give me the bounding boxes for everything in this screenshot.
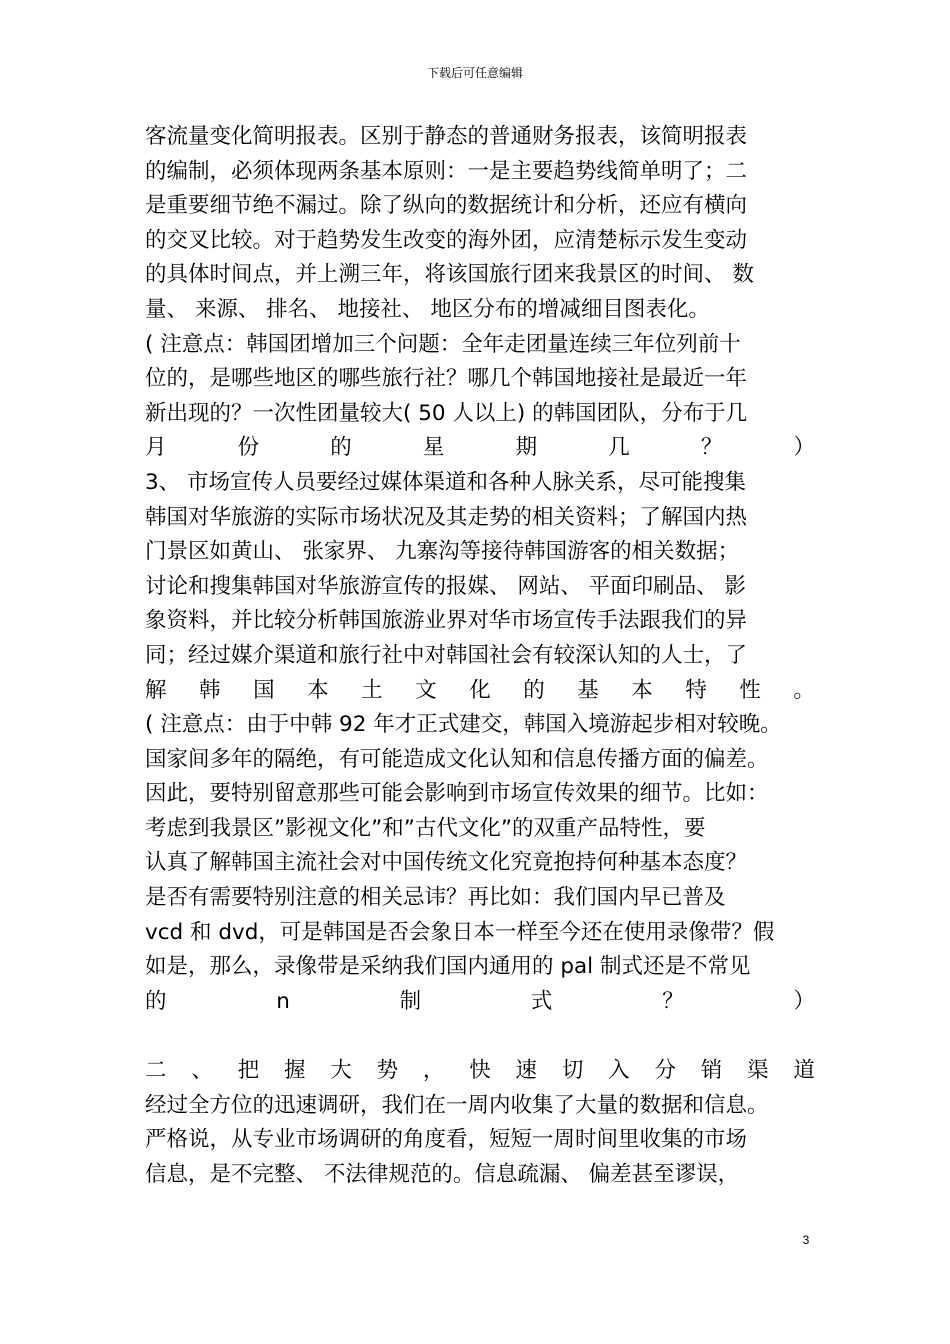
- text-line: 象资料，并比较分析韩国旅游业界对华市场宣传手法跟我们的异: [145, 608, 748, 634]
- text-line: 是重要细节绝不漏过。除了纵向的数据统计和分析，还应有横向: [145, 193, 748, 219]
- text-token: 韩: [199, 677, 221, 703]
- text-line: ( 注意点：由于中韩 92 年才正式建交，韩国入境游起步相对较晚。: [145, 712, 782, 738]
- text-token: 文: [415, 677, 437, 703]
- text-token: 式: [530, 988, 553, 1014]
- text-token: 本: [307, 677, 329, 703]
- text-token: 、: [191, 1058, 213, 1084]
- text-token: 本: [631, 677, 653, 703]
- text-token: 势: [376, 1058, 399, 1084]
- text-line: 如是，那么，录像带是采纳我们国内通用的 pal 制式还是不常见: [145, 954, 751, 980]
- text-token: 入: [608, 1058, 630, 1084]
- text-token: 速: [515, 1058, 538, 1084]
- text-line: 新出现的？一次性团量较大( 50 人以上) 的韩国团队，分布于几: [145, 400, 748, 426]
- text-token: ？: [700, 435, 723, 461]
- text-line: 门景区如黄山、 张家界、 九寨沟等接待韩国游客的相关数据；: [145, 539, 740, 565]
- text-token: 几: [608, 435, 630, 461]
- text-token: ）: [793, 988, 815, 1014]
- text-line: 量、 来源、 排名、 地接社、 地区分布的增减细目图表化。: [145, 296, 710, 322]
- text-line: vcd 和 dvd，可是韩国是否会象日本一样至今还在使用录像带？假: [145, 919, 775, 945]
- text-line: 因此，要特别留意那些可能会影响到市场宣传效果的细节。比如：: [145, 781, 769, 807]
- text-token: 星: [422, 435, 445, 461]
- page-header: 下载后可任意编辑: [426, 66, 523, 80]
- text-token: 基: [577, 677, 599, 703]
- text-token: ？: [662, 988, 684, 1014]
- text-line: 位的，是哪些地区的哪些旅行社？哪几个韩国地接社是最近一年: [145, 366, 748, 392]
- text-token: 解: [145, 677, 167, 703]
- text-line: 考虑到我景区”影视文化”和”古代文化”的双重产品特性，要: [145, 815, 706, 841]
- text-token: 土: [361, 677, 383, 703]
- text-line: 的交叉比较。对于趋势发生改变的海外团，应清楚标示发生变动: [145, 227, 748, 253]
- text-line: 同；经过媒介渠道和旅行社中对韩国社会有较深认知的人士，了: [145, 642, 748, 668]
- text-token: 二: [145, 1058, 167, 1084]
- text-token: ，: [422, 1058, 445, 1084]
- text-token: 的: [330, 435, 352, 461]
- text-line: ( 注意点：韩国团增加三个问题：全年走团量连续三年位列前十: [145, 331, 741, 357]
- text-token: n: [276, 988, 290, 1014]
- text-line: 讨论和搜集韩国对华旅游宣传的报媒、 网站、 平面印刷品、 影: [145, 573, 747, 599]
- page-number: 3: [802, 1233, 810, 1247]
- text-line: 经过全方位的迅速调研，我们在一周内收集了大量的数据和信息。: [145, 1092, 769, 1118]
- text-token: 切: [561, 1058, 584, 1084]
- text-line: 的具体时间点，并上溯三年，将该国旅行团来我景区的时间、 数: [145, 262, 754, 288]
- text-line: 严格说，从专业市场调研的角度看，短短一周时间里收集的市场: [145, 1127, 748, 1153]
- text-line: 信息，是不完整、 不法律规范的。信息疏漏、 偏差甚至谬误，: [145, 1161, 740, 1187]
- text-line: 韩国对华旅游的实际市场状况及其走势的相关资料；了解国内热: [145, 504, 748, 530]
- text-line-justified: [145, 1054, 815, 1089]
- text-token: 销: [700, 1058, 723, 1084]
- text-line: 3、 市场宣传人员要经过媒体渠道和各种人脉关系，尽可能搜集: [145, 469, 747, 495]
- text-token: 分: [654, 1058, 676, 1084]
- text-token: 份: [237, 435, 260, 461]
- text-token: 的: [145, 988, 167, 1014]
- text-token: 期: [515, 435, 538, 461]
- text-line-justified: [145, 985, 815, 1020]
- text-line: 的编制，必须体现两条基本原则：一是主要趋势线简单明了；二: [145, 158, 748, 184]
- text-token: 性: [739, 677, 761, 703]
- text-line: 是否有需要特别注意的相关忌讳？再比如：我们国内早已普及: [145, 885, 726, 911]
- text-token: 大: [330, 1058, 352, 1084]
- text-line: 国家间多年的隔绝，有可能造成文化认知和信息传播方面的偏差。: [145, 746, 769, 772]
- text-token: 化: [469, 677, 491, 703]
- text-token: 把: [237, 1058, 260, 1084]
- text-token: 制: [399, 988, 422, 1014]
- text-token: 握: [283, 1058, 306, 1084]
- text-token: 渠: [747, 1058, 769, 1084]
- text-token: 。: [793, 677, 815, 703]
- text-line-justified: [145, 431, 815, 466]
- text-token: 的: [523, 677, 545, 703]
- text-token: 月: [145, 435, 167, 461]
- text-token: 快: [469, 1058, 491, 1084]
- text-line: 认真了解韩国主流社会对中国传统文化究竟抱持何种基本态度？: [145, 850, 748, 876]
- text-token: 道: [793, 1058, 815, 1084]
- text-token: 特: [685, 677, 707, 703]
- text-token: ）: [793, 435, 815, 461]
- document-body: [145, 120, 815, 1192]
- text-token: 国: [253, 677, 275, 703]
- text-line-justified: [145, 674, 815, 709]
- text-line: 客流量变化简明报表。区别于静态的普通财务报表，该简明报表: [145, 124, 748, 149]
- blank-line: [145, 1019, 815, 1054]
